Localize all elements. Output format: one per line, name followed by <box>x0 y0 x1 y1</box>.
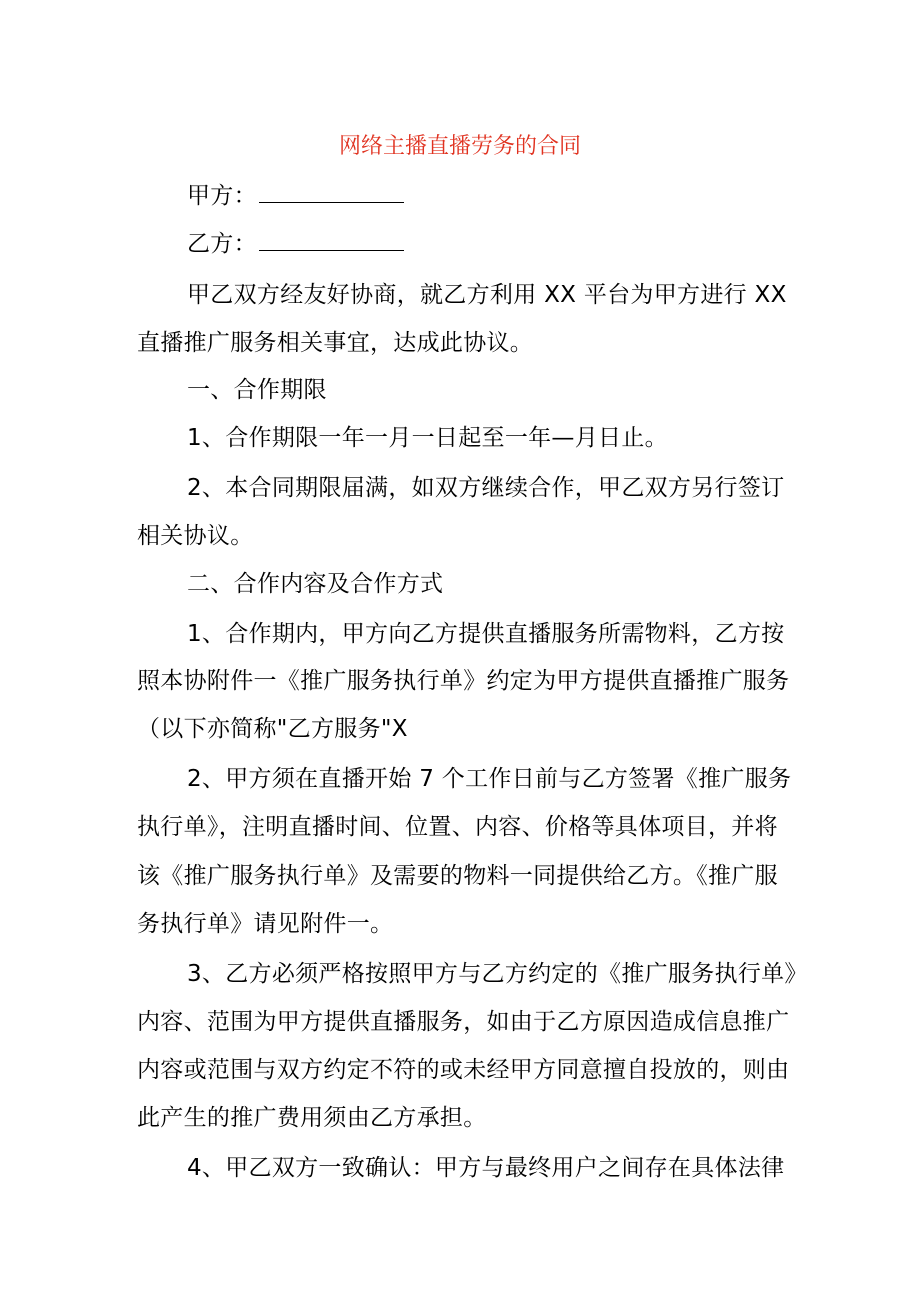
paragraph-line: 相关协议。 <box>137 523 254 549</box>
document-title: 网络主播直播劳务的合同 <box>338 134 581 159</box>
party-a-field <box>187 180 404 212</box>
section-heading: 一、合作期限 <box>187 377 327 403</box>
paragraph-line: 4、甲乙双方一致确认：甲方与最终用户之间存在具体法律 <box>187 1155 785 1181</box>
paragraph-line: 1、合作期限一年一月一日起至一年—月日止。 <box>187 425 668 451</box>
paragraph-line: 3、乙方必须严格按照甲方与乙方约定的《推广服务执行单》 <box>187 961 808 987</box>
party-a-label: 甲方： <box>187 183 257 209</box>
paragraph-line: 此产生的推广费用须由乙方承担。 <box>137 1105 487 1131</box>
paragraph-line: 直播推广服务相关事宜，达成此协议。 <box>137 330 534 356</box>
paragraph-line: 执行单》，注明直播时间、位置、内容、价格等具体项目，并将 <box>137 814 778 840</box>
paragraph-line: 内容或范围与双方约定不符的或未经甲方同意擅自投放的，则由 <box>137 1057 790 1083</box>
paragraph-line: 2、甲方须在直播开始 7 个工作日前与乙方签署《推广服务 <box>187 766 792 792</box>
paragraph-line: 务执行单》请见附件一。 <box>137 911 394 937</box>
paragraph-line: 1、合作期内，甲方向乙方提供直播服务所需物料，乙方按 <box>187 621 785 647</box>
party-b-label: 乙方： <box>187 231 257 257</box>
paragraph-line: （以下亦简称"乙方服务"X <box>137 716 408 742</box>
party-a-blank <box>259 180 404 203</box>
paragraph-line: 甲乙双方经友好协商，就乙方利用 XX 平台为甲方进行 XX <box>187 282 787 308</box>
section-heading: 二、合作内容及合作方式 <box>187 571 444 597</box>
paragraph-line: 照本协附件一《推广服务执行单》约定为甲方提供直播推广服务 <box>137 668 790 694</box>
party-b-field <box>187 228 404 260</box>
paragraph-line: 2、本合同期限届满，如双方继续合作，甲乙双方另行签订 <box>187 475 785 501</box>
paragraph-line: 内容、范围为甲方提供直播服务，如由于乙方原因造成信息推广 <box>137 1009 790 1035</box>
paragraph-line: 该《推广服务执行单》及需要的物料一同提供给乙方。《推广服 <box>137 863 778 889</box>
party-b-blank <box>259 228 404 251</box>
